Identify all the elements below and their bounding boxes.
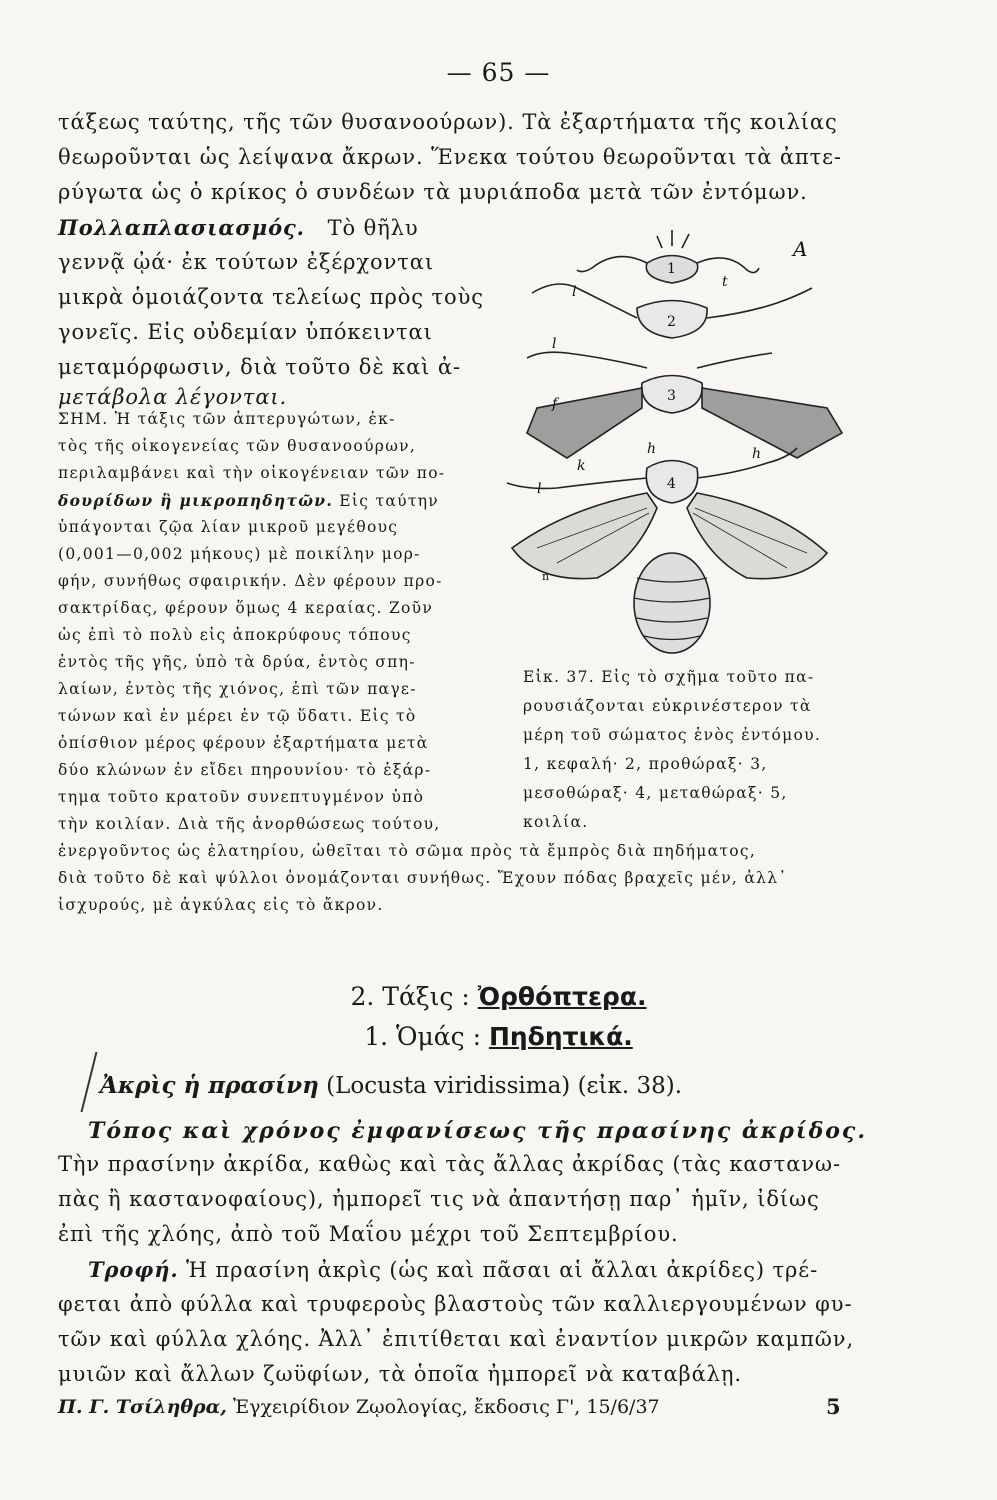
text-line: μετάβολα λέγονται.	[58, 385, 288, 409]
note-line: ὑπάγονται ζῷα λίαν μικροῦ μεγέθους	[58, 518, 399, 536]
multiplication-paragraph-start: Πολλαπλασιασμός. Τὸ θῆλυ	[58, 215, 419, 240]
figure-label: l	[537, 481, 542, 497]
footer-book-title: Ἐγχειρίδιον Ζῳολογίας, ἔκδοσις Γ', 15/6/37	[232, 1396, 660, 1418]
figure-label: f	[552, 396, 558, 412]
text-line: πὰς ἢ καστανοφαίους), ἠμπορεῖ τις νὰ ἀπαντήσῃ παρ᾽ ἡμῖν, ἰδίως	[58, 1187, 820, 1211]
abdomen-part	[634, 553, 710, 653]
note-line: τώνων καὶ ἐν μέρει ἐν τῷ ὕδατι. Εἰς τὸ	[58, 707, 417, 725]
printer-signature: 5	[826, 1394, 841, 1419]
text-line: μεταμόρφωσιν, διὰ τοῦτο δὲ καὶ ἀ-	[58, 355, 461, 379]
group-heading: 1. Ὁμάς : Πηδητικά.	[364, 1022, 633, 1051]
figure-label: l	[572, 284, 577, 300]
figure-number-3: 3	[667, 388, 676, 404]
middle-leg-right	[697, 353, 772, 368]
text-line: ἐπὶ τῆς χλόης, ἀπὸ τοῦ Μαΐου μέχρι τοῦ Σεπτεμβρίου.	[58, 1222, 679, 1246]
text-line: τῶν καὶ φύλλα χλόης. Ἀλλ᾽ ἐπιτίθεται καὶ ἐναντίον μικρῶν καμπῶν,	[58, 1327, 855, 1351]
figure-label: h	[647, 441, 657, 457]
forewing-left	[527, 388, 642, 458]
figure-caption-line: μέρη τοῦ σώματος ἑνὸς ἐντόμου.	[523, 726, 822, 744]
food-paragraph-start: Τροφή. Ἡ πρασίνη ἀκρὶς (ὡς καὶ πᾶσαι αἱ ἄλλαι ἀκρίδες) τρέ-	[88, 1257, 819, 1282]
note-line: ΣΗΜ. Ἡ τάξις τῶν ἀπτερυγώτων, ἐκ-	[58, 410, 396, 428]
note-line: σακτρίδας, φέρουν ὅμως 4 κεραίας. Ζοῦν	[58, 599, 434, 617]
species-latin-name: (Locusta viridissima) (εἰκ. 38).	[326, 1073, 683, 1099]
text-line: τάξεως ταύτης, τῆς τῶν θυσανοούρων). Τὰ ἐξαρτήματα τῆς κοιλίας	[58, 110, 838, 134]
note-line: ἐνεργοῦντος ὡς ἐλατηρίου, ὠθεῖται τὸ σῶμα πρὸς τὰ ἔμπρὸς διὰ πηδήματος,	[58, 842, 757, 860]
hind-leg-right	[697, 448, 797, 478]
species-heading	[100, 1072, 682, 1099]
hind-leg-left	[507, 478, 647, 488]
figure-number-2: 2	[667, 314, 676, 330]
note-line: δύο κλώνων ἐν εἴδει πηρουνίου· τὸ ἐξάρ-	[58, 761, 432, 779]
order-heading: 2. Τάξις : Ὀρθόπτερα.	[350, 982, 647, 1011]
section-title-place: Τόπος καὶ χρόνος ἐμφανίσεως τῆς πρασίνης ἀκρίδος.	[88, 1118, 867, 1144]
note-line: ἐντὸς τῆς γῆς, ὑπὸ τὰ δρύα, ἐντὸς σπη-	[58, 653, 416, 671]
figure-number-1: 1	[667, 261, 676, 277]
note-line: τὴν κοιλίαν. Διὰ τῆς ἀνορθώσεως τούτου,	[58, 815, 441, 833]
figure-number-4: 4	[667, 476, 676, 492]
middle-leg-left	[527, 352, 647, 368]
figure-letter-a: A	[793, 237, 808, 261]
note-line: λαίων, ἐντὸς τῆς χιόνος, ἐπὶ τῶν παγε-	[58, 680, 417, 698]
hindwing-left	[512, 493, 657, 579]
figure-label: h	[752, 446, 762, 462]
note-line: περιλαμβάνει καὶ τὴν οἰκογένειαν τῶν πο-	[58, 464, 446, 482]
note-line: φήν, συνήθως σφαιρικήν. Δὲν φέρουν προ-	[58, 572, 443, 590]
note-line: τημα τοῦτο κρατοῦν συνεπτυγμένον ὑπὸ	[58, 788, 425, 806]
order-name: Ὀρθόπτερα.	[477, 982, 647, 1011]
figure-label: k	[577, 458, 586, 474]
figure-label: n	[542, 570, 550, 583]
note-line: τὸς τῆς οἰκογενείας τῶν θυσανοούρων,	[58, 437, 417, 455]
note-line: (0,001—0,002 μήκους) μὲ ποικίλην μορ-	[58, 545, 421, 563]
figure-caption-line: κοιλία.	[523, 813, 589, 831]
text-line: γεννᾷ ᾠά· ἐκ τούτων ἐξέρχονται	[58, 250, 434, 274]
text-line: ρύγωτα ὡς ὁ κρίκος ὁ συνδέων τὰ μυριάποδα μετὰ τῶν ἐντόμων.	[58, 180, 808, 204]
text-line: φεται ἀπὸ φύλλα καὶ τρυφεροὺς βλαστοὺς τῶν καλλιεργουμένων φυ-	[58, 1292, 853, 1316]
note-line: ἰσχυρούς, μὲ ἀγκύλας εἰς τὸ ἄκρον.	[58, 896, 384, 914]
antenna-right	[697, 258, 759, 273]
figure-caption-line: Εἰκ. 37. Εἰς τὸ σχῆμα τοῦτο πα-	[523, 668, 815, 686]
figure-label: t	[722, 274, 728, 290]
antenna-left	[577, 257, 647, 272]
note-label: ΣΗΜ.	[58, 410, 109, 428]
figure-label: l	[552, 336, 557, 352]
front-leg-right	[707, 288, 812, 318]
section-title-multiplication: Πολλαπλασιασμός.	[58, 215, 305, 240]
group-name: Πηδητικά.	[488, 1022, 633, 1051]
page-footer	[58, 1396, 660, 1418]
forewing-right	[702, 388, 842, 458]
species-greek-name: Ἀκρὶς ἡ πρασίνη	[100, 1072, 319, 1099]
text-line: Τὴν πρασίνην ἀκρίδα, καθὼς καὶ τὰς ἄλλας ἀκρίδας (τὰς καστανω-	[58, 1152, 841, 1176]
note-line: διὰ τοῦτο δὲ καὶ ψύλλοι ὀνομάζονται συνήθως. Ἔχουν πόδας βραχεῖς μέν, ἀλλ᾽	[58, 869, 788, 887]
figure-caption-line: μεσοθώραξ· 4, μεταθώραξ· 5,	[523, 784, 788, 802]
note-line: δουρίδων ἢ μικροπηδητῶν. Εἰς ταύτην	[58, 491, 440, 510]
page-number: — 65 —	[446, 58, 551, 87]
note-line: ὀπίσθιον μέρος φέρουν ἐξαρτήματα μετὰ	[58, 734, 429, 752]
note-line: ὡς ἐπὶ τὸ πολὺ εἰς ἀποκρύφους τόπους	[58, 626, 412, 644]
figure-caption-line: ρουσιάζονται εὐκρινέστερον τὰ	[523, 697, 812, 715]
figure-caption-line: 1, κεφαλή· 2, προθώραξ· 3,	[523, 755, 768, 773]
text-line: μυιῶν καὶ ἄλλων ζωϋφίων, τὰ ὁποῖα ἠμπορεῖ νὰ καταβάλῃ.	[58, 1362, 742, 1386]
text-line: θεωροῦνται ὡς λείψανα ἄκρων. Ἕνεκα τούτου θεωροῦνται τὰ ἀπτε-	[58, 145, 842, 169]
section-title-food: Τροφή.	[88, 1257, 179, 1282]
text-line: γονεῖς. Εἰς οὐδεμίαν ὑπόκεινται	[58, 320, 433, 344]
text-line: μικρὰ ὁμοιάζοντα τελείως πρὸς τοὺς	[58, 285, 484, 309]
hindwing-right	[687, 493, 827, 579]
footer-author: Π. Γ. Τσίληθρα,	[58, 1396, 227, 1418]
insect-figure	[497, 208, 869, 660]
front-leg-left	[532, 284, 637, 318]
